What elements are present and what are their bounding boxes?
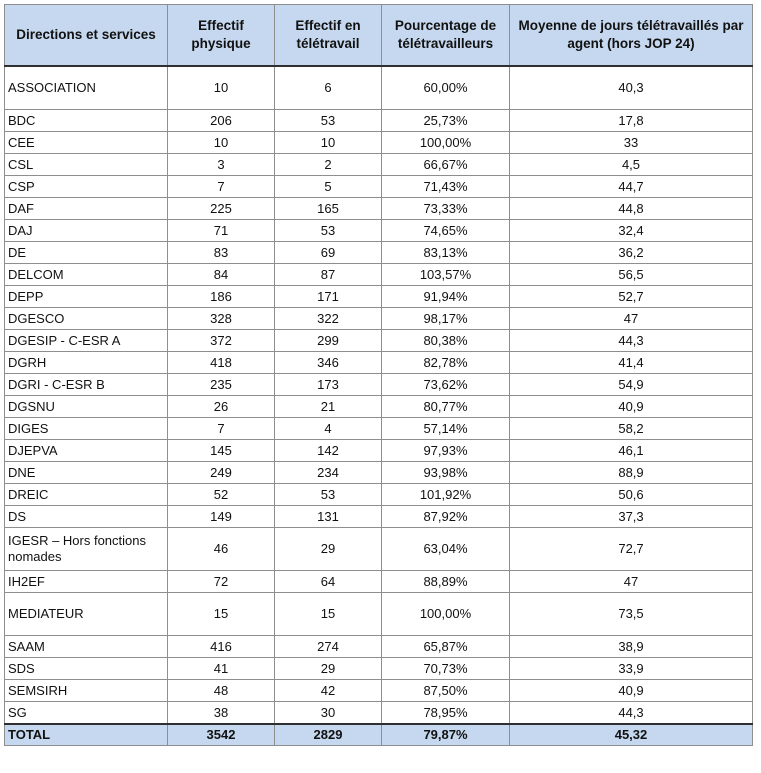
cell-effectif-teletravail: 142 <box>275 440 382 462</box>
cell-effectif-teletravail: 64 <box>275 571 382 593</box>
cell-effectif-physique: 3 <box>168 154 275 176</box>
total-cell-effectif-physique: 3542 <box>168 724 275 746</box>
cell-effectif-teletravail: 165 <box>275 198 382 220</box>
cell-direction: DAJ <box>5 220 168 242</box>
cell-direction: DJEPVA <box>5 440 168 462</box>
cell-direction: DEPP <box>5 286 168 308</box>
cell-pourcentage: 91,94% <box>382 286 510 308</box>
cell-effectif-physique: 372 <box>168 330 275 352</box>
table-row <box>5 440 753 462</box>
cell-effectif-teletravail: 274 <box>275 636 382 658</box>
cell-direction: ASSOCIATION <box>5 66 168 110</box>
cell-effectif-physique: 418 <box>168 352 275 374</box>
cell-direction: DS <box>5 506 168 528</box>
cell-effectif-teletravail: 29 <box>275 658 382 680</box>
cell-effectif-physique: 84 <box>168 264 275 286</box>
cell-moyenne-jours: 41,4 <box>510 352 753 374</box>
cell-effectif-physique: 10 <box>168 132 275 154</box>
cell-direction: IH2EF <box>5 571 168 593</box>
cell-moyenne-jours: 44,3 <box>510 330 753 352</box>
table-row <box>5 528 753 571</box>
cell-direction: DREIC <box>5 484 168 506</box>
cell-effectif-teletravail: 53 <box>275 220 382 242</box>
cell-effectif-physique: 416 <box>168 636 275 658</box>
cell-pourcentage: 63,04% <box>382 528 510 571</box>
cell-pourcentage: 25,73% <box>382 110 510 132</box>
cell-moyenne-jours: 36,2 <box>510 242 753 264</box>
cell-moyenne-jours: 50,6 <box>510 484 753 506</box>
cell-pourcentage: 87,92% <box>382 506 510 528</box>
cell-direction: BDC <box>5 110 168 132</box>
total-cell-pourcentage: 79,87% <box>382 724 510 746</box>
cell-effectif-physique: 10 <box>168 66 275 110</box>
cell-pourcentage: 73,33% <box>382 198 510 220</box>
cell-pourcentage: 88,89% <box>382 571 510 593</box>
cell-effectif-teletravail: 15 <box>275 593 382 636</box>
table-row <box>5 484 753 506</box>
table-row <box>5 418 753 440</box>
cell-effectif-physique: 149 <box>168 506 275 528</box>
total-row <box>5 724 753 746</box>
cell-effectif-physique: 235 <box>168 374 275 396</box>
cell-moyenne-jours: 44,3 <box>510 702 753 725</box>
cell-moyenne-jours: 44,7 <box>510 176 753 198</box>
cell-pourcentage: 97,93% <box>382 440 510 462</box>
cell-pourcentage: 83,13% <box>382 242 510 264</box>
cell-pourcentage: 80,77% <box>382 396 510 418</box>
cell-direction: DE <box>5 242 168 264</box>
cell-moyenne-jours: 54,9 <box>510 374 753 396</box>
table-row <box>5 506 753 528</box>
cell-effectif-teletravail: 69 <box>275 242 382 264</box>
cell-effectif-teletravail: 42 <box>275 680 382 702</box>
cell-direction: CSP <box>5 176 168 198</box>
cell-effectif-teletravail: 53 <box>275 110 382 132</box>
cell-moyenne-jours: 38,9 <box>510 636 753 658</box>
cell-pourcentage: 87,50% <box>382 680 510 702</box>
table-row <box>5 593 753 636</box>
cell-effectif-teletravail: 299 <box>275 330 382 352</box>
header-moyenne-jours: Moyenne de jours télétravaillés par agent (hors JOP 24) <box>510 5 753 67</box>
cell-direction: DAF <box>5 198 168 220</box>
cell-effectif-physique: 38 <box>168 702 275 725</box>
cell-effectif-teletravail: 346 <box>275 352 382 374</box>
cell-direction: SAAM <box>5 636 168 658</box>
table-row <box>5 176 753 198</box>
cell-effectif-teletravail: 322 <box>275 308 382 330</box>
table-row <box>5 396 753 418</box>
cell-effectif-physique: 15 <box>168 593 275 636</box>
cell-effectif-physique: 186 <box>168 286 275 308</box>
header-pourcentage: Pourcentage de télétravailleurs <box>382 5 510 67</box>
table-row <box>5 680 753 702</box>
cell-effectif-teletravail: 131 <box>275 506 382 528</box>
table-row <box>5 636 753 658</box>
cell-moyenne-jours: 46,1 <box>510 440 753 462</box>
cell-moyenne-jours: 17,8 <box>510 110 753 132</box>
cell-moyenne-jours: 32,4 <box>510 220 753 242</box>
cell-direction: DELCOM <box>5 264 168 286</box>
cell-direction: DNE <box>5 462 168 484</box>
cell-moyenne-jours: 40,9 <box>510 396 753 418</box>
cell-effectif-teletravail: 21 <box>275 396 382 418</box>
cell-pourcentage: 100,00% <box>382 593 510 636</box>
cell-direction: SG <box>5 702 168 725</box>
cell-effectif-physique: 41 <box>168 658 275 680</box>
table-row <box>5 264 753 286</box>
cell-moyenne-jours: 56,5 <box>510 264 753 286</box>
cell-effectif-teletravail: 87 <box>275 264 382 286</box>
cell-pourcentage: 65,87% <box>382 636 510 658</box>
header-effectif-teletravail: Effectif en télétravail <box>275 5 382 67</box>
cell-direction: DGESCO <box>5 308 168 330</box>
cell-effectif-physique: 71 <box>168 220 275 242</box>
header-effectif-physique: Effectif physique <box>168 5 275 67</box>
cell-effectif-teletravail: 173 <box>275 374 382 396</box>
cell-direction: SDS <box>5 658 168 680</box>
table-row <box>5 330 753 352</box>
cell-moyenne-jours: 44,8 <box>510 198 753 220</box>
cell-effectif-physique: 83 <box>168 242 275 264</box>
table-row <box>5 352 753 374</box>
cell-moyenne-jours: 40,9 <box>510 680 753 702</box>
cell-moyenne-jours: 72,7 <box>510 528 753 571</box>
cell-direction: MEDIATEUR <box>5 593 168 636</box>
cell-pourcentage: 100,00% <box>382 132 510 154</box>
cell-direction: SEMSIRH <box>5 680 168 702</box>
total-cell-direction: TOTAL <box>5 724 168 746</box>
cell-effectif-physique: 328 <box>168 308 275 330</box>
cell-effectif-teletravail: 6 <box>275 66 382 110</box>
cell-pourcentage: 57,14% <box>382 418 510 440</box>
cell-direction: CSL <box>5 154 168 176</box>
cell-direction: IGESR – Hors fonctions nomades <box>5 528 168 571</box>
cell-pourcentage: 80,38% <box>382 330 510 352</box>
cell-pourcentage: 74,65% <box>382 220 510 242</box>
cell-effectif-teletravail: 30 <box>275 702 382 725</box>
cell-direction: DGSNU <box>5 396 168 418</box>
table-row <box>5 308 753 330</box>
cell-effectif-physique: 7 <box>168 176 275 198</box>
table-row <box>5 154 753 176</box>
table-row <box>5 462 753 484</box>
cell-moyenne-jours: 33 <box>510 132 753 154</box>
cell-moyenne-jours: 73,5 <box>510 593 753 636</box>
cell-pourcentage: 71,43% <box>382 176 510 198</box>
table-row <box>5 198 753 220</box>
table-row <box>5 110 753 132</box>
cell-effectif-teletravail: 29 <box>275 528 382 571</box>
table-row <box>5 66 753 110</box>
table-row <box>5 220 753 242</box>
cell-pourcentage: 82,78% <box>382 352 510 374</box>
cell-moyenne-jours: 40,3 <box>510 66 753 110</box>
table-row <box>5 374 753 396</box>
total-cell-moyenne-jours: 45,32 <box>510 724 753 746</box>
cell-effectif-physique: 249 <box>168 462 275 484</box>
cell-moyenne-jours: 33,9 <box>510 658 753 680</box>
cell-direction: DGRH <box>5 352 168 374</box>
cell-effectif-physique: 145 <box>168 440 275 462</box>
cell-direction: CEE <box>5 132 168 154</box>
table-row <box>5 571 753 593</box>
cell-direction: DGESIP - C-ESR A <box>5 330 168 352</box>
cell-pourcentage: 93,98% <box>382 462 510 484</box>
cell-moyenne-jours: 58,2 <box>510 418 753 440</box>
cell-moyenne-jours: 88,9 <box>510 462 753 484</box>
cell-pourcentage: 60,00% <box>382 66 510 110</box>
cell-moyenne-jours: 4,5 <box>510 154 753 176</box>
cell-pourcentage: 70,73% <box>382 658 510 680</box>
table-row <box>5 132 753 154</box>
cell-effectif-physique: 7 <box>168 418 275 440</box>
cell-effectif-physique: 46 <box>168 528 275 571</box>
cell-effectif-teletravail: 234 <box>275 462 382 484</box>
cell-effectif-teletravail: 2 <box>275 154 382 176</box>
cell-pourcentage: 101,92% <box>382 484 510 506</box>
cell-moyenne-jours: 37,3 <box>510 506 753 528</box>
cell-pourcentage: 78,95% <box>382 702 510 725</box>
header-directions: Directions et services <box>5 5 168 67</box>
cell-moyenne-jours: 52,7 <box>510 286 753 308</box>
header-row <box>5 5 753 67</box>
cell-effectif-physique: 26 <box>168 396 275 418</box>
table-row <box>5 242 753 264</box>
cell-effectif-teletravail: 10 <box>275 132 382 154</box>
total-cell-effectif-teletravail: 2829 <box>275 724 382 746</box>
cell-effectif-teletravail: 4 <box>275 418 382 440</box>
cell-moyenne-jours: 47 <box>510 308 753 330</box>
cell-effectif-physique: 72 <box>168 571 275 593</box>
cell-effectif-physique: 52 <box>168 484 275 506</box>
table-body <box>5 66 753 746</box>
cell-effectif-teletravail: 5 <box>275 176 382 198</box>
table-row <box>5 658 753 680</box>
cell-effectif-physique: 48 <box>168 680 275 702</box>
cell-pourcentage: 98,17% <box>382 308 510 330</box>
telework-table <box>4 4 753 746</box>
cell-direction: DGRI - C-ESR B <box>5 374 168 396</box>
cell-direction: DIGES <box>5 418 168 440</box>
cell-moyenne-jours: 47 <box>510 571 753 593</box>
cell-effectif-teletravail: 171 <box>275 286 382 308</box>
cell-pourcentage: 66,67% <box>382 154 510 176</box>
cell-pourcentage: 103,57% <box>382 264 510 286</box>
cell-effectif-physique: 206 <box>168 110 275 132</box>
table-row <box>5 286 753 308</box>
cell-effectif-teletravail: 53 <box>275 484 382 506</box>
cell-pourcentage: 73,62% <box>382 374 510 396</box>
cell-effectif-physique: 225 <box>168 198 275 220</box>
table-row <box>5 702 753 725</box>
